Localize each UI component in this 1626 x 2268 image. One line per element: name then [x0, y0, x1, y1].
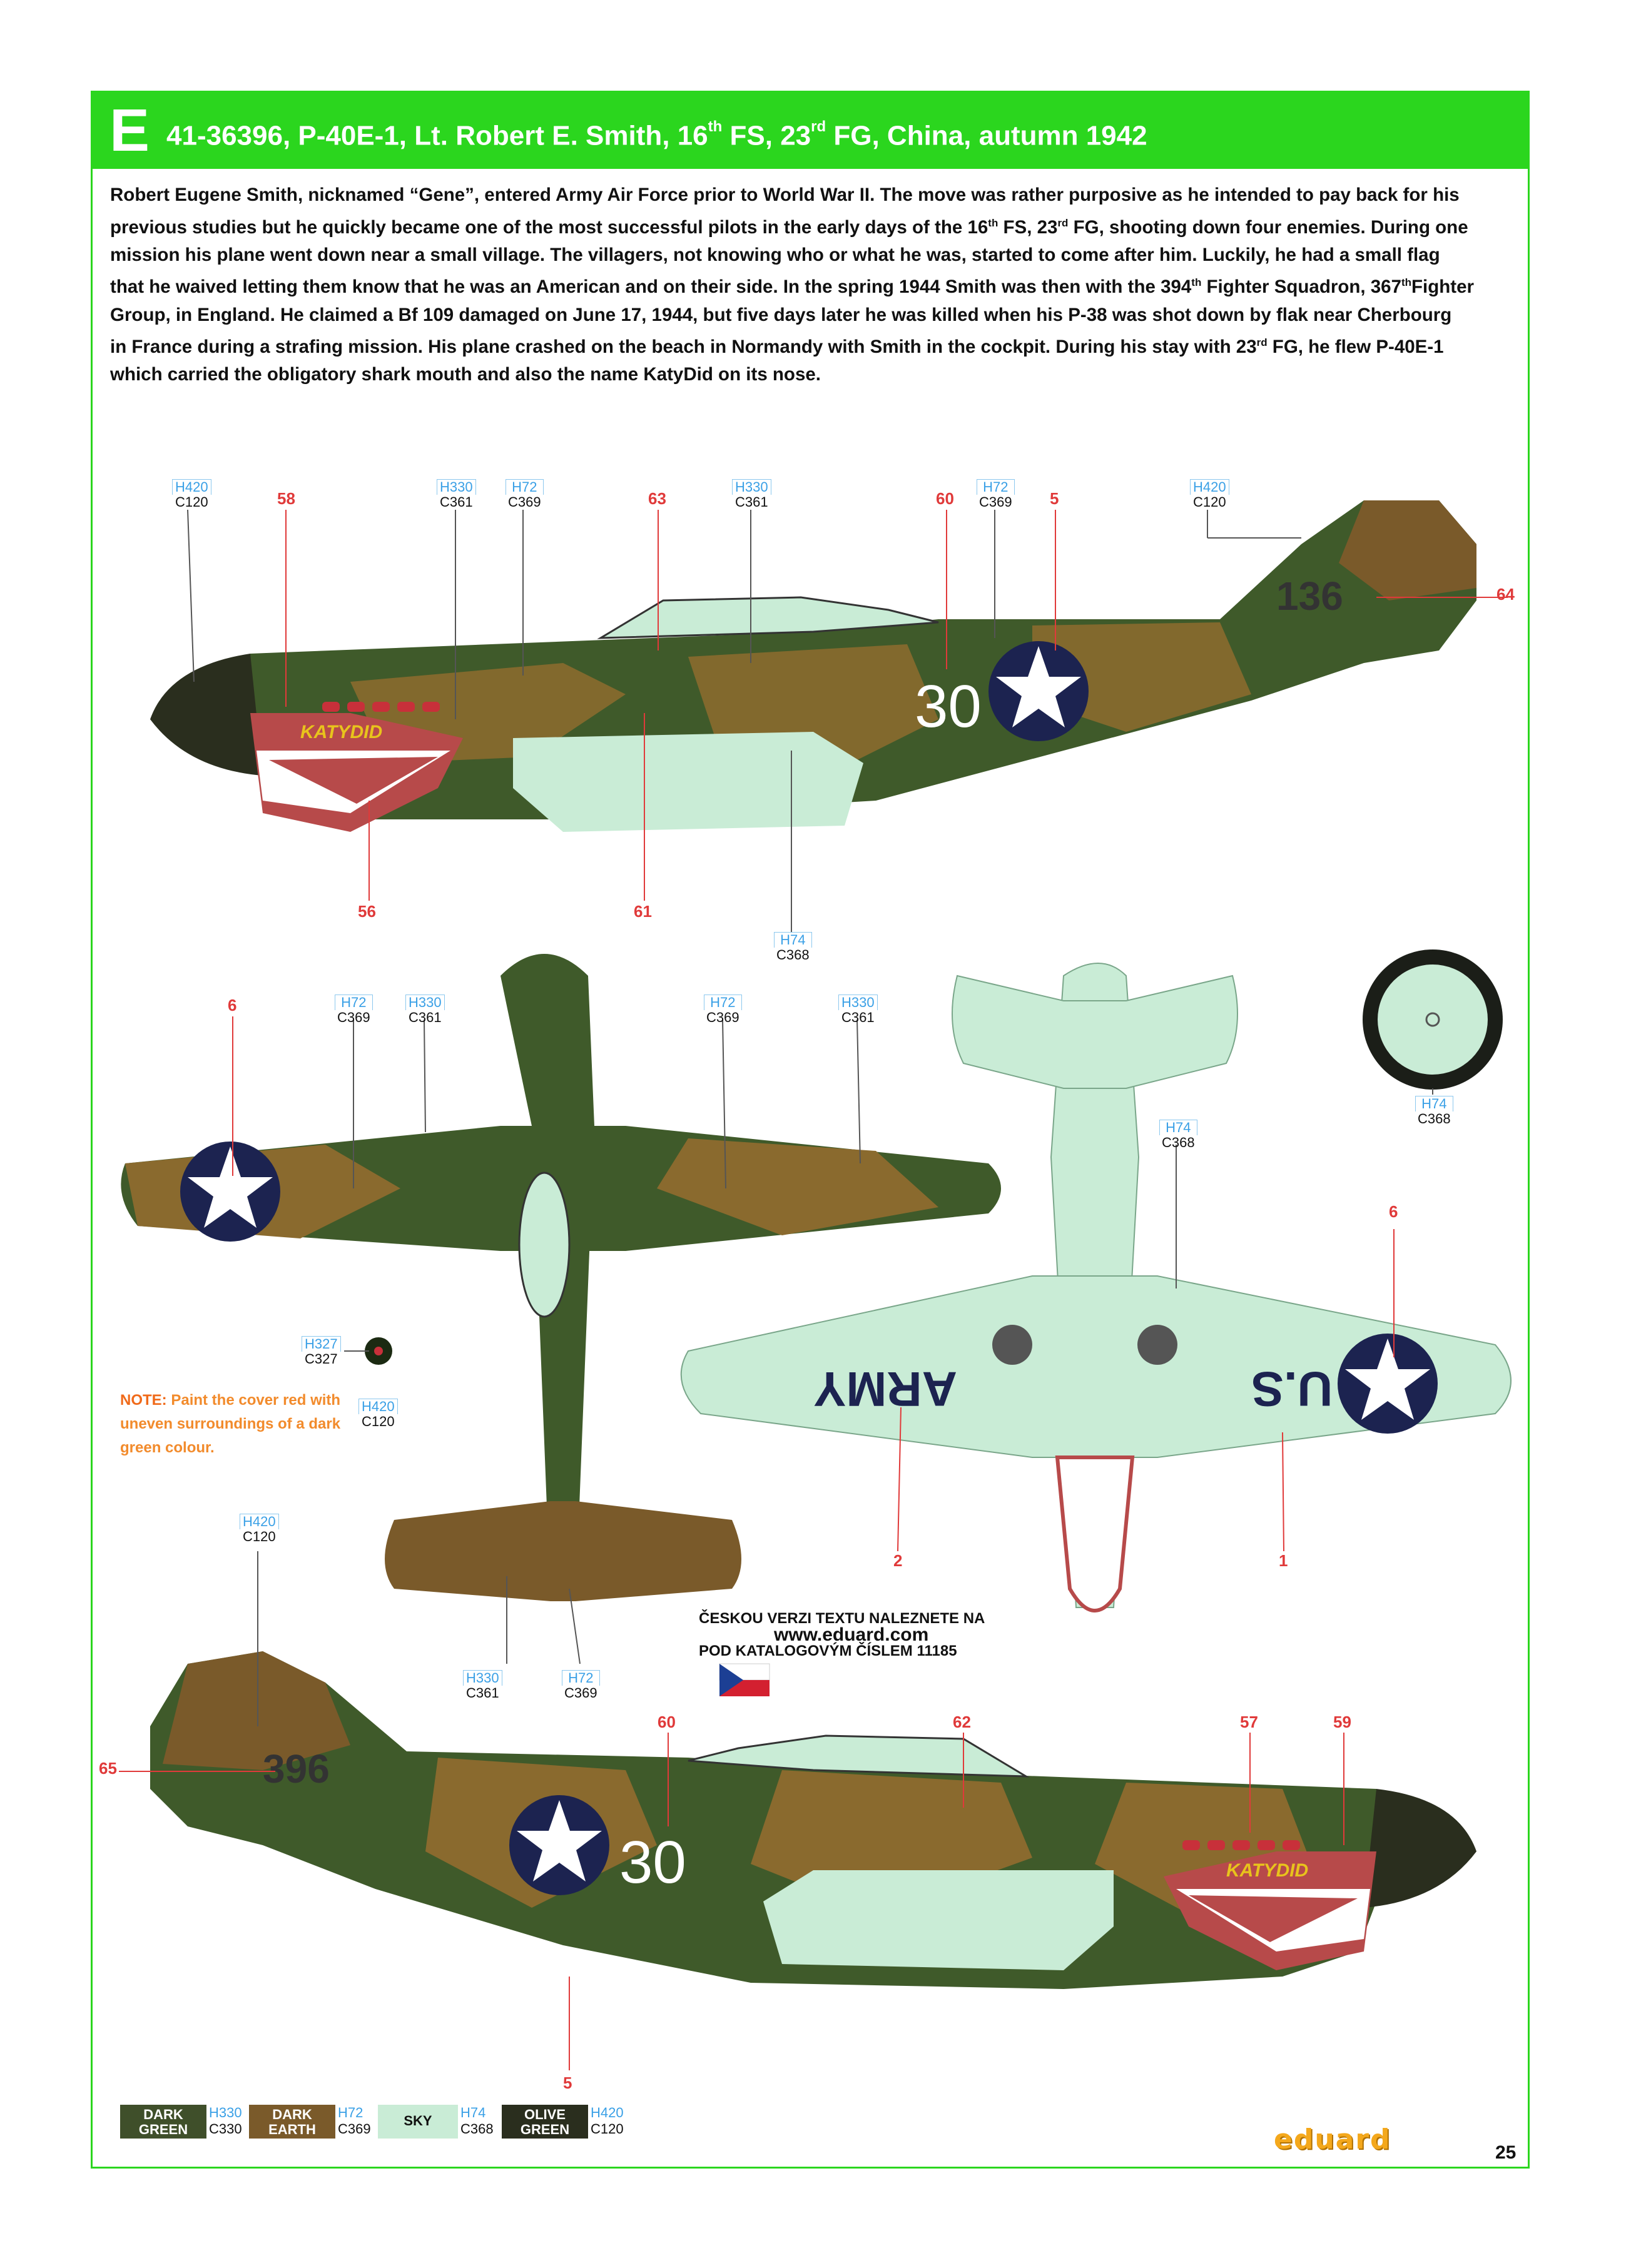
- paint-callout: H327 C327: [302, 1336, 341, 1367]
- decal-number: 57: [1240, 1713, 1258, 1731]
- wing-army: ARMY: [813, 1362, 957, 1417]
- decal-number: 62: [953, 1713, 971, 1731]
- decal-number: 65: [99, 1759, 117, 1778]
- swatch-dark-earth: DARK EARTH: [249, 2105, 335, 2139]
- tail-number-bottom: 396: [263, 1746, 330, 1791]
- decal-number: 1: [1279, 1551, 1288, 1570]
- decal-number: 63: [648, 489, 666, 508]
- page-number: 25: [1495, 2142, 1517, 2163]
- profile-title: 41-36396, P-40E-1, Lt. Robert E. Smith, 16th FS, 23rd FG, China, autumn 1942: [166, 118, 1147, 151]
- decal-number: 5: [563, 2073, 572, 2092]
- paint-callout: H420 C120: [240, 1514, 279, 1544]
- paint-callout: H74 C368: [1415, 1096, 1453, 1126]
- decal-number: 58: [277, 489, 295, 508]
- side-profile-right: [150, 1651, 1476, 1989]
- swatch-code: H330 C330: [209, 2105, 242, 2137]
- paint-callout: H330 C361: [838, 995, 878, 1025]
- note: NOTE: Paint the cover red with uneven surroundings of a dark green colour.: [120, 1392, 341, 1456]
- paint-callout: H330 C361: [405, 995, 445, 1025]
- decal-number: 2: [893, 1551, 903, 1570]
- eduard-logo: eduard: [1274, 2124, 1391, 2155]
- swatch-sky: SKY: [378, 2105, 458, 2139]
- czech-version-note: ČESKOU VERZI TEXTU NALEZNETE NA www.eduard.com POD KATALOGOVÝM ČÍSLEM 11185: [699, 1610, 985, 1659]
- top-view: [121, 954, 1001, 1601]
- wing-us: U.S: [1251, 1362, 1333, 1417]
- paint-callout: H330 C361: [463, 1670, 502, 1701]
- paint-callout: H74 C368: [1159, 1120, 1197, 1150]
- pilot-biography: Robert Eugene Smith, nicknamed “Gene”, entered Army Air Force prior to World War II. The move was rather purposive as he intended to pay back for his previous studies but he quickly became one of the most successful pilots in the early days of the 16th FS, 23rd FG, shooting down four enemies. During one mission his plane went down near a small village. The villagers, not knowing who or what he was, started to come after him. Luckily, he had a small flag that he waived letting them know that he was an American and on their side. In the spring 1944 Smith was then with the 394th Fighter Squadron, 367thFighter Group, in England. He claimed a Bf 109 damaged on June 17, 1944, but five days later he was killed when his P-38 was shot down by flak near Cherbourg in France during a strafing mission. His plane crashed on the beach in Normandy with Smith in the cockpit. During his stay with 23rd FG, he flew P-40E-1 which carried the obligatory shark mouth and also the name KatyDid on its nose.: [110, 185, 1474, 385]
- decal-number: 6: [228, 996, 237, 1015]
- paint-callout: H420 C120: [1190, 479, 1229, 510]
- paint-callout: H330 C361: [732, 479, 771, 510]
- paint-callout: H72 C369: [506, 479, 544, 510]
- paint-callout: H420 C120: [172, 479, 211, 510]
- paint-callout: H72 C369: [335, 995, 373, 1025]
- decal-number: 6: [1389, 1202, 1398, 1221]
- decal-number: 61: [634, 902, 652, 921]
- paint-callout: H420 C120: [358, 1399, 398, 1429]
- decal-number: 5: [1050, 489, 1059, 508]
- decal-number: 56: [358, 902, 376, 921]
- profile-letter: E: [109, 97, 150, 164]
- decal-number: 60: [658, 1713, 676, 1731]
- side-number-bottom: 30: [619, 1829, 686, 1896]
- wheel-detail: [1363, 949, 1503, 1090]
- swatch-code: H72 C369: [338, 2105, 371, 2137]
- swatch-olive-green: OLIVE GREEN: [502, 2105, 588, 2139]
- side-number-top: 30: [915, 673, 982, 740]
- decal-number: 64: [1496, 585, 1515, 604]
- decal-number: 60: [936, 489, 954, 508]
- swatch-code: H420 C120: [591, 2105, 624, 2137]
- swatch-dark-green: DARK GREEN: [120, 2105, 206, 2139]
- paint-callout: H74 C368: [774, 932, 812, 963]
- tail-number-top: 136: [1276, 574, 1343, 619]
- eduard-url[interactable]: www.eduard.com: [774, 1624, 929, 1645]
- nose-name-bottom: KATYDID: [1226, 1860, 1309, 1881]
- paint-callout: H330 C361: [437, 479, 476, 510]
- czech-flag: [719, 1664, 770, 1696]
- nose-name-top: KATYDID: [300, 722, 383, 742]
- side-profile-left: [150, 500, 1476, 832]
- swatch-code: H74 C368: [460, 2105, 494, 2137]
- paint-callout: H72 C369: [977, 479, 1015, 510]
- paint-callout: H72 C369: [562, 1670, 600, 1701]
- decal-number: 59: [1333, 1713, 1351, 1731]
- paint-callout: H72 C369: [704, 995, 742, 1025]
